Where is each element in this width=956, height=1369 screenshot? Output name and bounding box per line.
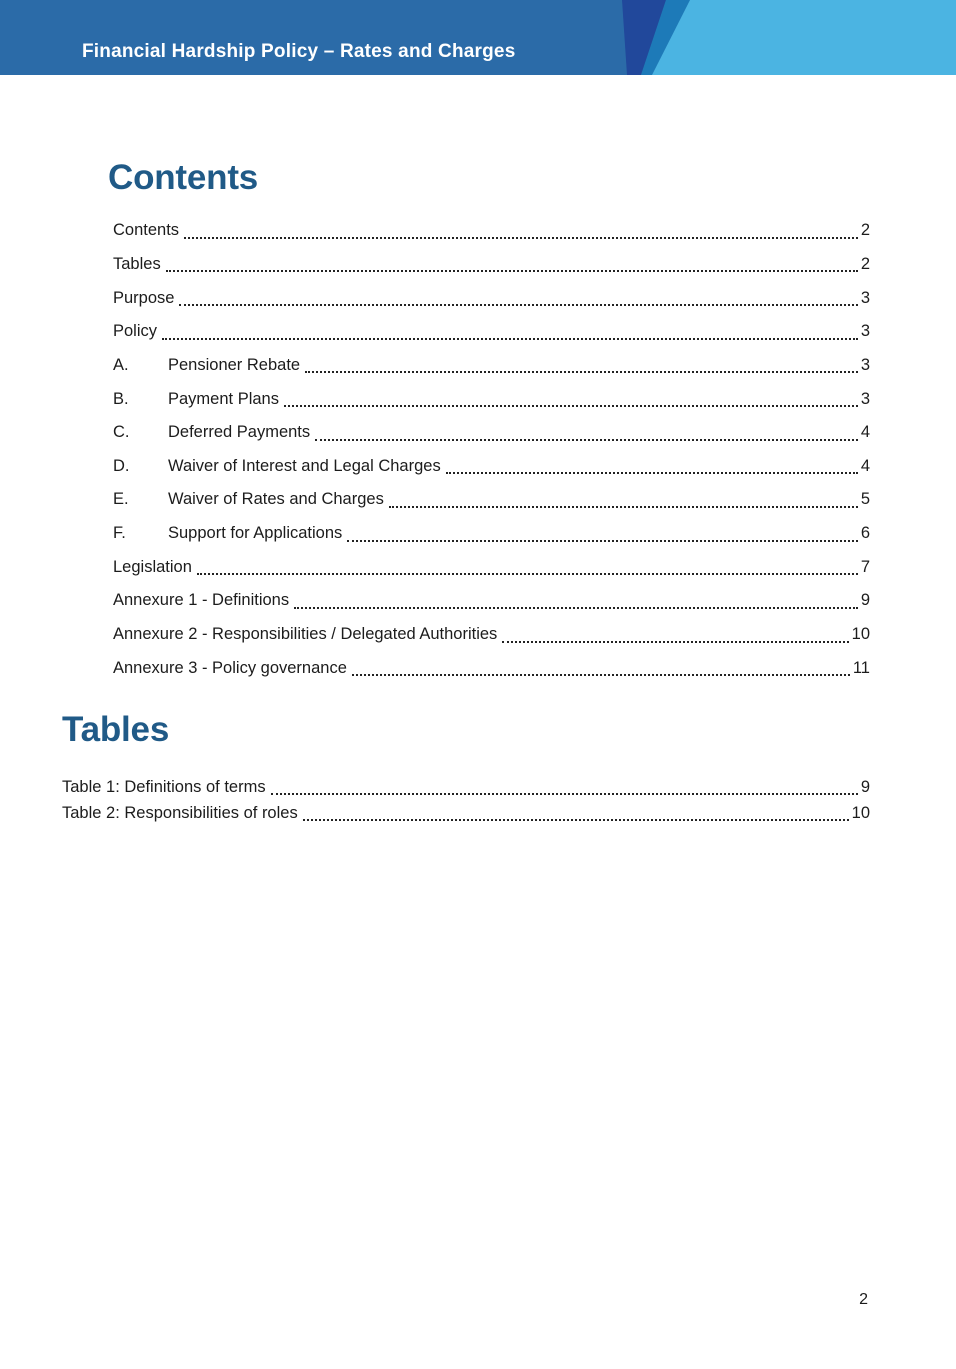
toc-dotted-leader <box>389 492 858 508</box>
header-decoration <box>0 0 956 75</box>
toc-entry-page-number: 5 <box>860 490 870 509</box>
toc-entry-label: Table 2: Responsibilities of roles <box>62 803 298 822</box>
toc-entry-letter: B. <box>113 389 129 408</box>
toc-entry-page-number: 3 <box>860 389 870 408</box>
toc-entry-page-number: 2 <box>860 254 870 273</box>
toc-dotted-leader <box>347 526 858 542</box>
contents-toc-entry[interactable] <box>113 651 870 685</box>
page-header-band <box>0 0 956 75</box>
contents-toc-entry[interactable] <box>113 315 870 349</box>
toc-dotted-leader <box>352 660 850 676</box>
toc-entry-label: Waiver of Rates and Charges <box>168 490 384 509</box>
toc-entry-label: Annexure 2 - Responsibilities / Delegated Authorities <box>113 625 498 643</box>
toc-dotted-leader <box>502 627 848 643</box>
toc-entry-page-number: 4 <box>860 456 870 475</box>
toc-entry-label: Purpose <box>113 288 175 307</box>
toc-entry-letter: A. <box>113 355 129 374</box>
contents-toc-entry[interactable] <box>113 382 870 416</box>
contents-toc-entry[interactable] <box>113 349 870 383</box>
contents-toc-entry[interactable] <box>113 248 870 282</box>
toc-dotted-leader <box>446 458 858 474</box>
contents-toc-entry[interactable] <box>113 483 870 517</box>
toc-entry-page-number: 3 <box>860 288 870 307</box>
toc-entry-label: Annexure 3 - Policy governance <box>113 658 347 677</box>
toc-entry-letter: C. <box>113 423 130 442</box>
toc-dotted-leader <box>271 780 858 795</box>
contents-toc-entry[interactable] <box>113 618 870 652</box>
contents-toc-entry[interactable] <box>113 550 870 584</box>
toc-dotted-leader <box>179 290 857 306</box>
toc-dotted-leader <box>162 324 858 340</box>
toc-entry-label: Waiver of Interest and Legal Charges <box>168 456 441 475</box>
contents-toc-entry[interactable] <box>113 281 870 315</box>
toc-entry-page-number: 11 <box>852 658 870 677</box>
toc-entry-label: Contents <box>113 221 180 240</box>
toc-entry-label: Tables <box>113 254 161 273</box>
toc-entry-page-number: 9 <box>860 591 870 610</box>
tables-toc-list <box>62 775 870 826</box>
toc-dotted-leader <box>303 806 849 821</box>
toc-entry-page-number: 10 <box>851 625 870 643</box>
contents-toc-entry[interactable] <box>113 584 870 618</box>
contents-toc-entry[interactable] <box>113 517 870 551</box>
toc-entry-page-number: 6 <box>860 524 870 543</box>
toc-entry-page-number: 7 <box>860 557 870 576</box>
toc-dotted-leader <box>294 593 858 609</box>
toc-entry-label: Table 1: Definitions of terms <box>62 778 266 797</box>
toc-entry-page-number: 4 <box>860 423 870 442</box>
header-lightblue-wedge-shape <box>652 0 956 75</box>
contents-toc-entry[interactable] <box>113 449 870 483</box>
toc-entry-label: Payment Plans <box>168 389 279 408</box>
toc-entry-label: Policy <box>113 322 158 341</box>
toc-entry-letter: D. <box>113 456 130 475</box>
toc-entry-page-number: 3 <box>860 355 870 374</box>
contents-toc-list <box>113 214 870 685</box>
toc-entry-letter: F. <box>113 524 126 543</box>
contents-toc-entry[interactable] <box>113 416 870 450</box>
toc-entry-label: Pensioner Rebate <box>168 355 301 374</box>
footer-page-number: 2 <box>859 1291 868 1308</box>
contents-heading: Contents <box>108 158 259 197</box>
toc-entry-label: Deferred Payments <box>168 423 311 442</box>
toc-entry-page-number: 9 <box>860 778 870 797</box>
toc-entry-label: Support for Applications <box>168 524 343 543</box>
toc-entry-label: Legislation <box>113 557 192 576</box>
toc-dotted-leader <box>284 391 858 407</box>
toc-dotted-leader <box>315 425 858 441</box>
toc-dotted-leader <box>197 559 858 575</box>
toc-dotted-leader <box>184 223 858 239</box>
tables-heading: Tables <box>62 710 170 749</box>
toc-entry-page-number: 2 <box>860 221 870 240</box>
tables-toc-entry[interactable] <box>62 775 870 801</box>
toc-entry-label: Annexure 1 - Definitions <box>113 591 290 610</box>
toc-entry-page-number: 3 <box>860 322 870 341</box>
toc-entry-page-number: 10 <box>851 803 870 822</box>
toc-dotted-leader <box>305 357 858 373</box>
tables-toc-entry[interactable] <box>62 801 870 827</box>
toc-dotted-leader <box>166 256 858 272</box>
contents-toc-entry[interactable] <box>113 214 870 248</box>
document-title: Financial Hardship Policy – Rates and Charges <box>82 41 516 62</box>
toc-entry-letter: E. <box>113 490 129 509</box>
